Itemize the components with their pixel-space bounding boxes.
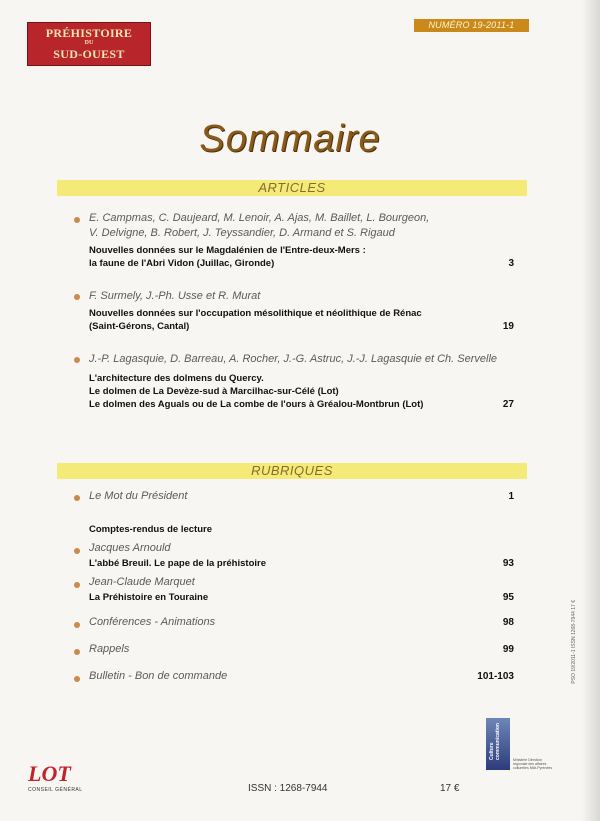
bullet-icon	[74, 582, 80, 588]
article-1-authors-line2: V. Delvigne, B. Robert, J. Teyssandier, D. Armand et S. Rigaud	[89, 227, 395, 239]
review-2-title: La Préhistoire en Touraine	[89, 592, 209, 603]
ministry-caption	[513, 758, 553, 770]
ministry-sub: Ministère	[513, 758, 528, 762]
ministry-logo-text: Culture communication	[489, 723, 501, 760]
review-2-author: Jean-Claude Marquet	[89, 576, 195, 588]
vertical-code: PSO 19/2011-1 ISSN 1268-7944 17 €	[571, 600, 577, 684]
review-1-author: Jacques Arnould	[89, 542, 171, 554]
mot-president-page: 1	[508, 491, 514, 502]
page-title: Sommaire	[199, 118, 381, 160]
logo-line3: SUD-OUEST	[53, 47, 125, 61]
article-2-page: 19	[502, 321, 514, 332]
bullet-icon	[74, 357, 80, 363]
issue-badge: NUMÉRO 19-2011-1	[414, 19, 529, 32]
bullet-icon	[74, 294, 80, 300]
articles-band: ARTICLES	[57, 180, 527, 196]
article-3-authors: J.-P. Lagasquie, D. Barreau, A. Rocher, J.-G. Astruc, J.-J. Lagasquie et Ch. Servelle	[89, 353, 498, 365]
conferences-item: Conférences - Animations	[89, 616, 216, 628]
article-3-page: 27	[502, 399, 514, 410]
article-3-title-line1: L'architecture des dolmens du Quercy.	[89, 373, 264, 384]
bullet-icon	[74, 622, 80, 628]
bullet-icon	[74, 676, 80, 682]
rappels-page: 99	[502, 644, 514, 655]
lot-logo: LOT	[28, 761, 71, 786]
article-2-title-line2: (Saint-Gérons, Cantal)	[89, 321, 190, 332]
bulletin-page: 101-103	[477, 671, 514, 682]
bulletin-item: Bulletin - Bon de commande	[89, 670, 228, 682]
bullet-icon	[74, 548, 80, 554]
review-1-title: L'abbé Breuil. Le pape de la préhistoire	[89, 558, 266, 569]
review-1-page: 93	[502, 558, 514, 569]
article-1-title-line2: la faune de l'Abri Vidon (Juillac, Gironde)	[89, 258, 275, 269]
lot-subtitle: CONSEIL GÉNÉRAL	[28, 787, 83, 793]
price: 17 €	[440, 783, 460, 794]
article-2-title-line1: Nouvelles données sur l'occupation mésolithique et néolithique de Rénac	[89, 308, 422, 319]
logo-line2: DU	[84, 40, 94, 46]
article-1-authors-line1: E. Campmas, C. Daujeard, M. Lenoir, A. Ajas, M. Baillet, L. Bourgeon,	[89, 212, 430, 224]
logo-line1: PRÉHISTOIRE	[45, 26, 133, 40]
review-2-page: 95	[502, 592, 514, 603]
mot-president: Le Mot du Président	[89, 490, 188, 502]
ministry-lines-text: Direction régionale des affaires culturelles Midi-Pyrénées	[513, 758, 553, 770]
bullet-icon	[74, 217, 80, 223]
rappels-item: Rappels	[89, 643, 130, 655]
conferences-page: 98	[502, 617, 514, 628]
article-2-authors: F. Surmely, J.-Ph. Usse et R. Murat	[89, 290, 261, 302]
article-3-title-line3: Le dolmen des Aguals ou de La combe de l'ours à Gréalou-Montbrun (Lot)	[89, 399, 424, 410]
journal-logo	[27, 22, 151, 66]
comptes-rendus-heading: Comptes-rendus de lecture	[89, 524, 212, 535]
bullet-icon	[74, 649, 80, 655]
page-edge	[582, 0, 600, 821]
article-1-page: 3	[508, 258, 514, 269]
rubriques-band: RUBRIQUES	[57, 463, 527, 479]
article-1-title-line1: Nouvelles données sur le Magdalénien de l'Entre-deux-Mers :	[89, 245, 366, 256]
article-3-title-line2: Le dolmen de La Devèze-sud à Marcilhac-sur-Célé (Lot)	[89, 386, 339, 397]
bullet-icon	[74, 495, 80, 501]
issn: ISSN : 1268-7944	[248, 783, 328, 794]
